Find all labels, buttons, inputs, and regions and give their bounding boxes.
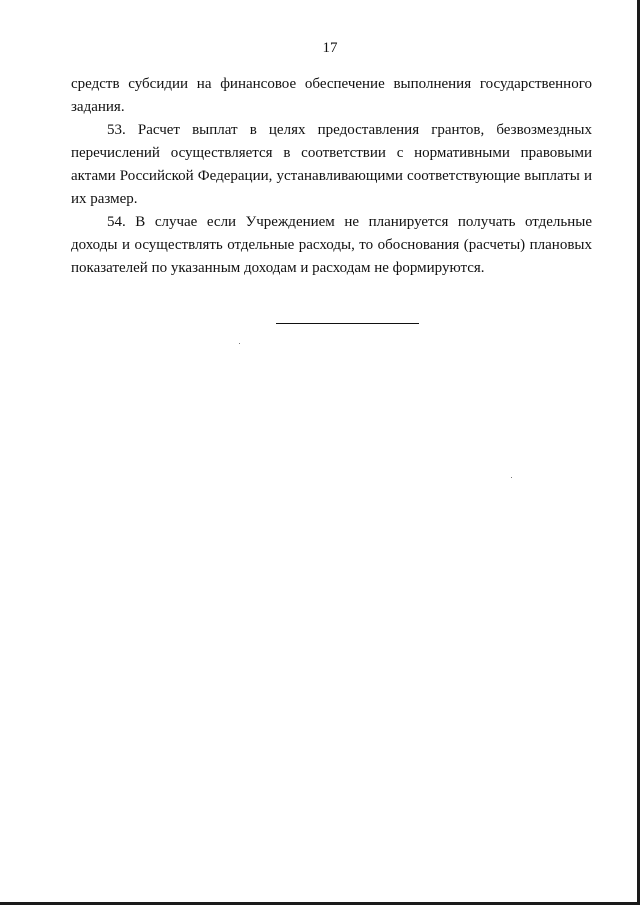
paragraph-53: 53. Расчет выплат в целях предоставления грантов, безвозмездных перечислений осуществляется в соответствии с нормативными правовыми актами Российской Федерации, устанавливающими соответствующие выплаты и их размер. [71,122,592,207]
scan-speck [511,477,512,478]
page-number: 17 [322,40,338,56]
end-separator-line [276,323,419,324]
paragraph-54: 54. В случае если Учреждением не планируется получать отдельные доходы и осуществлять отдельные расходы, то обоснования (расчеты) плановых показателей по указанным доходам и расходам не формируются. [71,214,592,276]
document-body [71,73,592,280]
paragraph-continuation: средств субсидии на финансовое обеспечение выполнения государственного задания. [71,76,592,115]
scan-speck [239,343,240,344]
